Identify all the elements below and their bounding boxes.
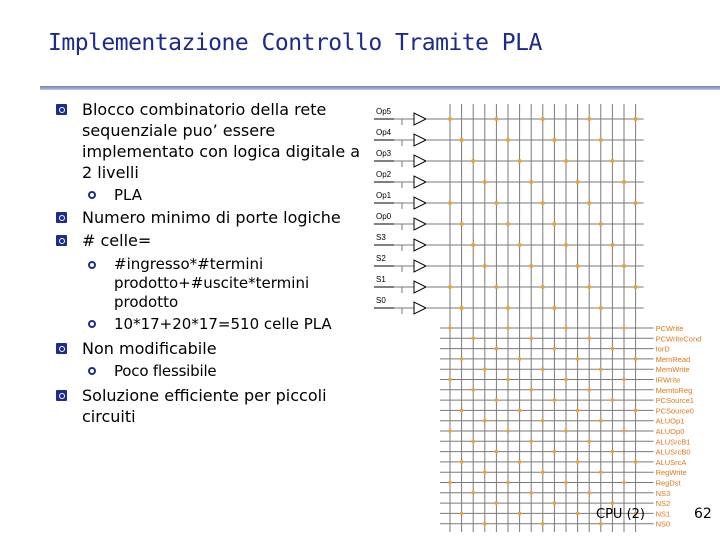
output-label: IRWrite <box>655 375 681 385</box>
output-label: MemWrite <box>655 365 690 375</box>
output-label: ALUSrcA <box>655 457 687 467</box>
and-plane-connection <box>494 285 498 289</box>
or-plane-connection <box>553 347 557 351</box>
or-plane-connection <box>529 440 533 444</box>
or-plane-connection <box>448 429 452 433</box>
bullet-item <box>52 338 372 359</box>
and-plane-connection <box>564 159 568 163</box>
or-plane-connection <box>564 378 568 382</box>
bullet-square-icon <box>56 343 67 354</box>
sub-bullet-text: 10*17+20*17=510 celle PLA <box>114 315 332 333</box>
or-plane-connection <box>587 388 591 392</box>
or-plane-connection <box>587 440 591 444</box>
output-label: NS1 <box>655 509 671 519</box>
bullet-square-icon <box>56 104 67 115</box>
or-plane-connection <box>587 491 591 495</box>
sub-bullet-text: Poco flessibile <box>114 362 217 380</box>
and-plane-connection <box>529 264 533 268</box>
or-plane-connection <box>460 357 464 361</box>
or-plane-connection <box>448 481 452 485</box>
or-plane-connection <box>634 357 638 361</box>
and-plane-connection <box>634 201 638 205</box>
output-label: RegWrite <box>655 468 687 478</box>
bullet-text: Soluzione efficiente per piccoli circuiti <box>82 386 327 426</box>
and-plane-connection <box>610 159 614 163</box>
or-plane-connection <box>471 388 475 392</box>
and-plane-connection <box>634 117 638 121</box>
inverter-icon <box>414 197 426 209</box>
bullet-item <box>52 230 372 251</box>
and-plane-connection <box>587 201 591 205</box>
or-plane-connection <box>460 409 464 413</box>
sub-bullet-text: #ingresso*#termini prodotto+#uscite*termini prodotto <box>114 255 310 311</box>
and-plane-connection <box>541 117 545 121</box>
output-label: PCSource1 <box>655 396 694 406</box>
inverter-icon <box>414 260 426 272</box>
sub-bullet-item <box>52 255 372 312</box>
and-plane-connection <box>634 285 638 289</box>
output-label: NS3 <box>655 488 671 498</box>
or-plane-connection <box>622 326 626 330</box>
or-plane-connection <box>518 460 522 464</box>
footer-course: CPU (2) <box>596 507 645 522</box>
output-label: NS0 <box>655 519 671 529</box>
bullet-item <box>52 99 372 183</box>
inverter-icon <box>414 239 426 251</box>
or-plane-connection <box>541 419 545 423</box>
input-label: Op4 <box>376 128 392 137</box>
bullet-text: Blocco combinatorio della rete sequenziale puo’ essere implementato con logica digitale a 2 livelli <box>82 100 361 182</box>
or-plane-connection <box>495 398 499 402</box>
or-plane-connection <box>495 450 499 454</box>
or-plane-connection <box>622 481 626 485</box>
output-label: PCWrite <box>655 324 684 333</box>
or-plane-connection <box>611 450 615 454</box>
bullet-text: # celle= <box>82 231 152 250</box>
or-plane-connection <box>495 347 499 351</box>
and-plane-connection <box>448 201 452 205</box>
and-plane-connection <box>518 243 522 247</box>
output-label: MemtoReg <box>655 385 693 395</box>
or-plane-connection <box>518 357 522 361</box>
sub-bullet-item <box>52 361 372 381</box>
output-label: NS2 <box>655 499 671 509</box>
bullet-circle-icon <box>88 191 96 199</box>
and-plane-connection <box>471 159 475 163</box>
and-plane-connection <box>483 180 487 184</box>
sub-bullet-item <box>52 185 372 205</box>
and-plane-connection <box>541 285 545 289</box>
or-plane-connection <box>541 522 545 526</box>
and-plane-connection <box>494 117 498 121</box>
or-plane-connection <box>541 470 545 474</box>
or-plane-connection <box>529 337 533 341</box>
or-plane-connection <box>576 512 580 516</box>
pla-diagram <box>366 96 716 536</box>
or-plane-connection <box>622 378 626 382</box>
input-label: S1 <box>376 275 386 284</box>
and-plane-connection <box>622 180 626 184</box>
bullet-circle-icon <box>88 261 96 269</box>
or-plane-connection <box>506 378 510 382</box>
or-plane-connection <box>634 460 638 464</box>
or-plane-connection <box>599 367 603 371</box>
and-plane-connection <box>460 138 464 142</box>
or-plane-connection <box>460 460 464 464</box>
and-plane-connection <box>599 306 603 310</box>
output-label: ALUOp1 <box>655 416 685 426</box>
input-label: Op3 <box>376 149 392 158</box>
and-plane-connection <box>506 222 510 226</box>
output-label: RegDst <box>655 478 681 488</box>
output-label: MemRead <box>655 354 691 364</box>
bullet-item <box>52 207 372 228</box>
or-plane-connection <box>448 326 452 330</box>
and-plane-connection <box>541 201 545 205</box>
and-plane-connection <box>506 306 510 310</box>
input-label: S3 <box>376 233 386 242</box>
sub-bullet-item <box>52 314 372 334</box>
output-label: IorD <box>655 344 670 354</box>
input-label: Op0 <box>376 212 392 221</box>
or-plane-connection <box>622 429 626 433</box>
and-plane-connection <box>529 180 533 184</box>
or-plane-connection <box>483 419 487 423</box>
and-plane-connection <box>460 306 464 310</box>
or-plane-connection <box>506 429 510 433</box>
and-plane-connection <box>483 264 487 268</box>
output-label: PCWriteCond <box>655 334 702 344</box>
or-plane-connection <box>483 522 487 526</box>
and-plane-connection <box>494 201 498 205</box>
or-plane-connection <box>553 501 557 505</box>
or-plane-connection <box>576 409 580 413</box>
slide-title: Implementazione Controllo Tramite PLA <box>48 30 542 56</box>
and-plane-connection <box>448 117 452 121</box>
inverter-icon <box>414 302 426 314</box>
or-plane-connection <box>448 378 452 382</box>
or-plane-connection <box>471 491 475 495</box>
bullet-list <box>52 99 372 429</box>
output-label: ALUSrcB1 <box>655 437 691 447</box>
or-plane-connection <box>471 337 475 341</box>
or-plane-connection <box>564 429 568 433</box>
and-plane-connection <box>587 117 591 121</box>
output-label: ALUSrcB0 <box>655 447 691 457</box>
or-plane-connection <box>599 522 603 526</box>
inverter-icon <box>414 113 426 125</box>
or-plane-connection <box>529 388 533 392</box>
or-plane-connection <box>576 460 580 464</box>
or-plane-connection <box>495 501 499 505</box>
or-plane-connection <box>553 450 557 454</box>
or-plane-connection <box>553 398 557 402</box>
bullet-square-icon <box>56 212 67 223</box>
input-label: Op5 <box>376 107 392 116</box>
or-plane-connection <box>471 440 475 444</box>
and-plane-connection <box>576 264 580 268</box>
and-plane-connection <box>448 285 452 289</box>
or-plane-connection <box>506 481 510 485</box>
input-label: Op2 <box>376 170 392 179</box>
or-plane-connection <box>599 470 603 474</box>
input-label: Op1 <box>376 191 392 200</box>
and-plane-connection <box>506 138 510 142</box>
and-plane-connection <box>518 159 522 163</box>
sub-bullet-text: PLA <box>114 186 143 204</box>
and-plane-connection <box>564 243 568 247</box>
bullet-text: Numero minimo di porte logiche <box>82 208 341 227</box>
and-plane-connection <box>552 138 556 142</box>
bullet-square-icon <box>56 235 67 246</box>
input-label: S2 <box>376 254 386 263</box>
and-plane-connection <box>610 243 614 247</box>
and-plane-connection <box>460 222 464 226</box>
and-plane-connection <box>599 138 603 142</box>
and-plane-connection <box>552 222 556 226</box>
bullet-item <box>52 385 372 427</box>
and-plane-connection <box>471 243 475 247</box>
inverter-icon <box>414 281 426 293</box>
and-plane-connection <box>576 180 580 184</box>
or-plane-connection <box>506 326 510 330</box>
bullet-circle-icon <box>88 320 96 328</box>
or-plane-connection <box>576 357 580 361</box>
and-plane-connection <box>599 222 603 226</box>
and-plane-connection <box>622 264 626 268</box>
and-plane-connection <box>587 285 591 289</box>
inverter-icon <box>414 155 426 167</box>
input-label: S0 <box>376 296 386 305</box>
or-plane-connection <box>611 347 615 351</box>
and-plane-connection <box>552 306 556 310</box>
or-plane-connection <box>518 512 522 516</box>
or-plane-connection <box>611 501 615 505</box>
or-plane-connection <box>611 398 615 402</box>
inverter-icon <box>414 134 426 146</box>
or-plane-connection <box>529 491 533 495</box>
or-plane-connection <box>483 367 487 371</box>
output-label: PCSource0 <box>655 406 694 416</box>
or-plane-connection <box>460 512 464 516</box>
or-plane-connection <box>564 481 568 485</box>
bullet-text: Non modificabile <box>82 339 217 358</box>
page-number: 62 <box>694 506 712 522</box>
or-plane-connection <box>518 409 522 413</box>
inverter-icon <box>414 176 426 188</box>
or-plane-connection <box>634 409 638 413</box>
bullet-circle-icon <box>88 367 96 375</box>
title-divider <box>40 86 720 90</box>
or-plane-connection <box>599 419 603 423</box>
or-plane-connection <box>483 470 487 474</box>
output-label: ALUOp0 <box>655 427 685 436</box>
bullet-square-icon <box>56 390 67 401</box>
or-plane-connection <box>564 326 568 330</box>
or-plane-connection <box>587 337 591 341</box>
or-plane-connection <box>541 367 545 371</box>
inverter-icon <box>414 218 426 230</box>
